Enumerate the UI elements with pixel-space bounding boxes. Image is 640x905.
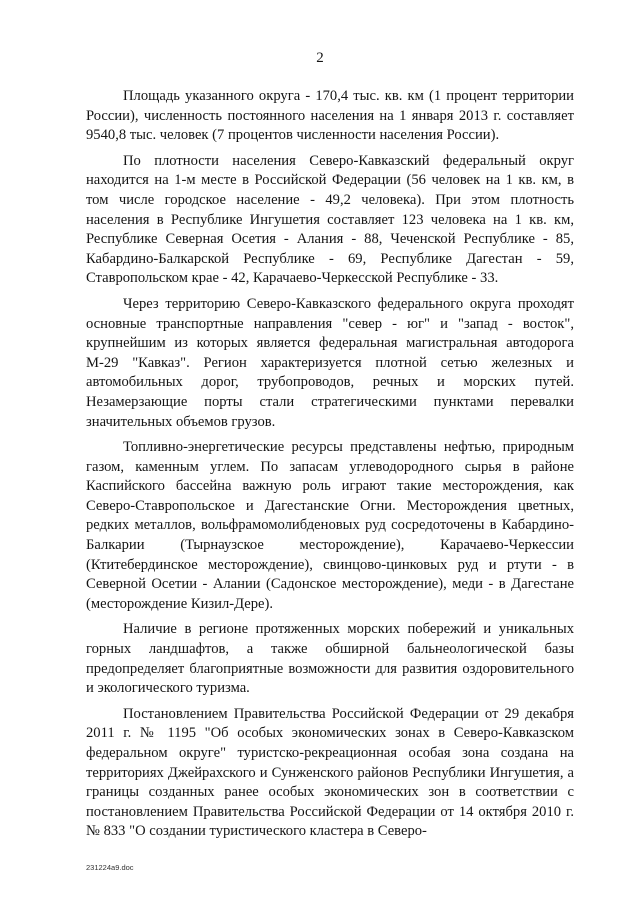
- document-file-id: 231224a9.doc: [86, 863, 134, 872]
- document-body: [86, 87, 574, 848]
- paragraph-energy-resources: Топливно-энергетические ресурсы представлены нефтью, природным газом, каменным углем. По запасам углеводородного сырья в районе Каспийского бассейна важную роль играют такие месторождения, как Северо-Ставропольское и Дагестанские Огни. Месторождения цветных, редких металлов, вольфрамомолибденовых руд сосредоточены в Кабардино-Балкарии (Тырнаузское месторождение), Карачаево-Черкессии (Ктитебердинское месторождение), свинцово-цинковых руд и ртути - в Северной Осетии - Алании (Садонское месторождение), меди - в Дагестане (месторождение Кизил-Дере).: [86, 439, 574, 612]
- page-number: 2: [316, 50, 324, 66]
- paragraph-population-density: По плотности населения Северо-Кавказский федеральный округ находится на 1-м месте в Российской Федерации (56 человек на 1 кв. км, в том числе городское население - 49,2 человека). При этом плотность населения в Республике Ингушетия составляет 123 человека на 1 кв. км, Республике Северная Осетия - Алания - 88, Чеченской Республике - 85, Кабардино-Балкарской Республике - 69, Республике Дагестан - 59, Ставропольском крае - 42, Карачаево-Черкесской Республике - 33.: [86, 152, 574, 287]
- paragraph-economic-zones: Постановлением Правительства Российской Федерации от 29 декабря 2011 г. № 1195 "Об особых экономических зонах в Северо-Кавказском федеральном округе" туристско-рекреационная особая зона создана на территориях Джейрахского и Сунженского районов Республики Ингушетия, а границы созданных ранее особых экономических зон в соответствии с постановлением Правительства Российской Федерации от 14 октября 2010 г. № 833 "О создании туристического кластера в Северо-: [86, 705, 574, 840]
- paragraph-area-population: Площадь указанного округа - 170,4 тыс. кв. км (1 процент территории России), численность постоянного населения на 1 января 2013 г. составляет 9540,8 тыс. человек (7 процентов численности населения России).: [86, 88, 574, 144]
- paragraph-transport: Через территорию Северо-Кавказского федерального округа проходят основные транспортные направления "север - юг" и "запад - восток", крупнейшим из которых является федеральная магистральная автодорога М-29 "Кавказ". Регион характеризуется плотной сетью железных и автомобильных дорог, трубопроводов, речных и морских путей. Незамерзающие порты стали стратегическими пунктами перевалки значительных объемов грузов.: [86, 295, 574, 430]
- paragraph-tourism: Наличие в регионе протяженных морских побережий и уникальных горных ландшафтов, а также обширной бальнеологической базы предопределяет благоприятные возможности для развития оздоровительного и экологического туризма.: [86, 621, 574, 697]
